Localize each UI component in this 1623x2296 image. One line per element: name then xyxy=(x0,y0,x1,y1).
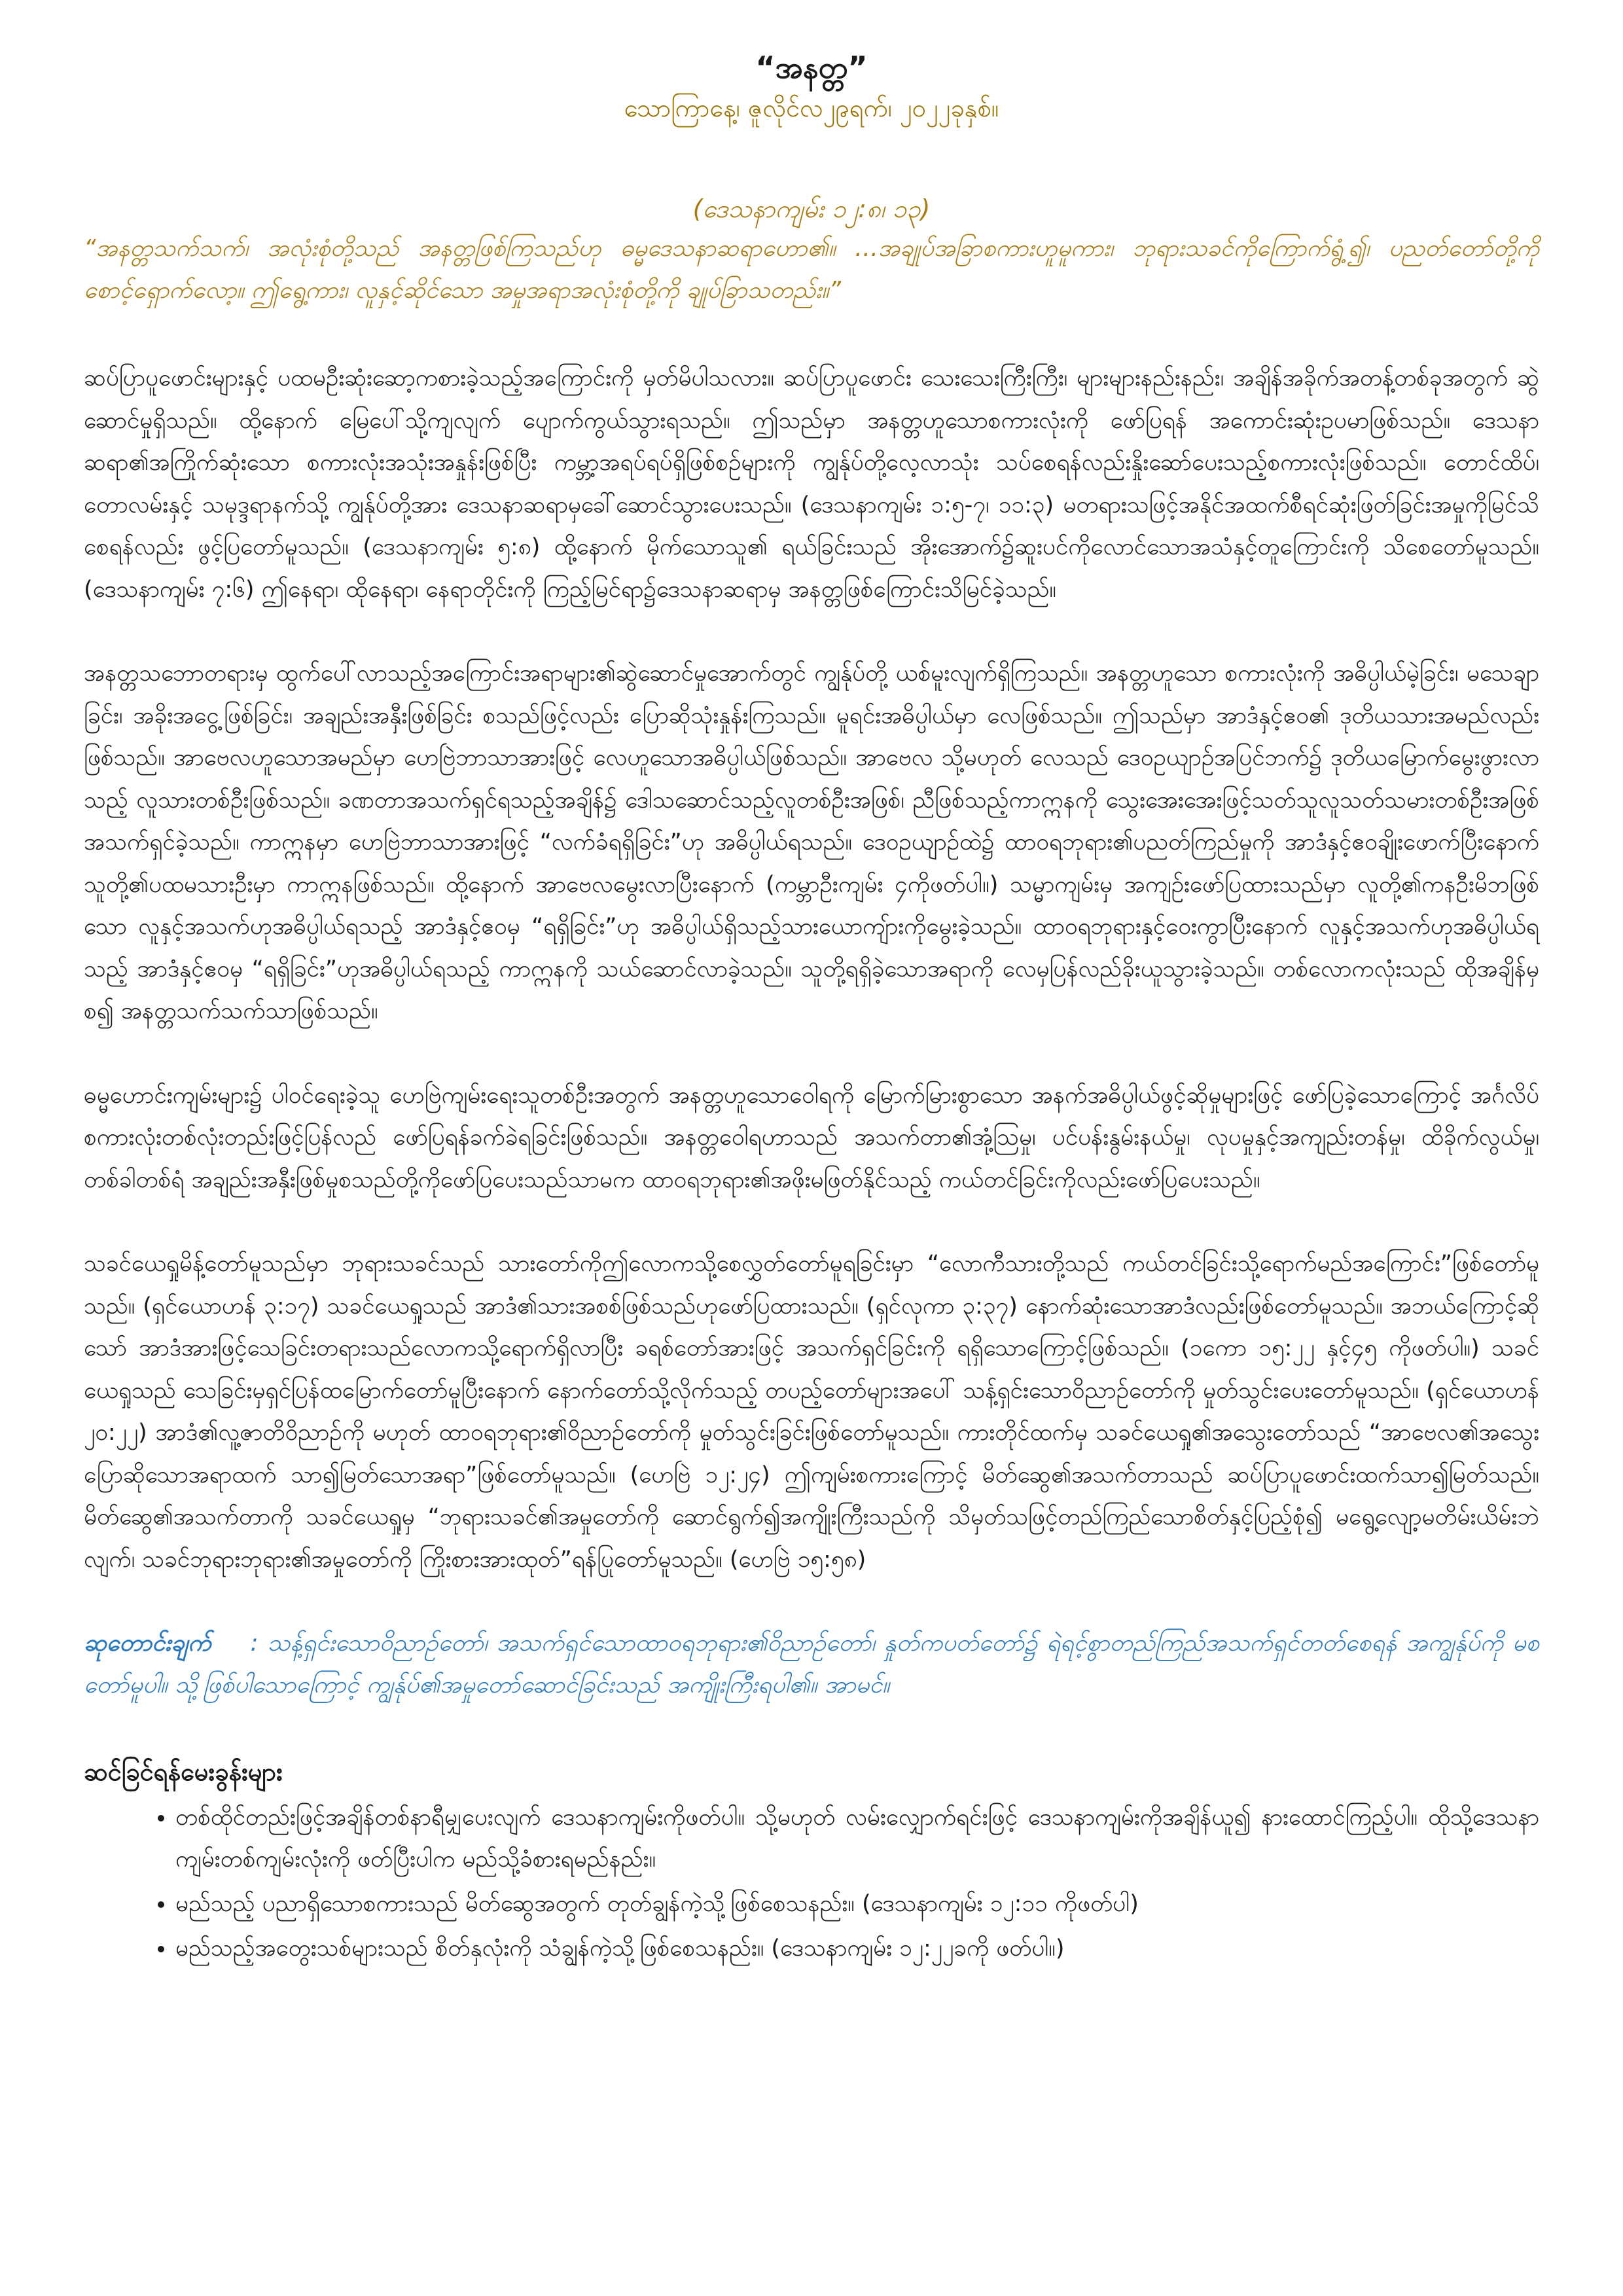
body-paragraph-4: သခင်ယေရှုမိန့်တော်မူသည်မှာ ဘုရားသခင်သည် သားတော်ကိုဤလောကသို့စေလွှတ်တော်မူရခြင်းမှာ “လောကီသားတို့သည် ကယ်တင်ခြင်းသို့ရောက်မည်အကြောင်း”ဖြစ်တော်မူသည်။ (ရှင်ယောဟန် ၃:၁၇) သခင်ယေရှုသည် အာဒံ၏သားအစစ်ဖြစ်သည်ဟုဖော်ပြထားသည်။ (ရှင်လုကာ ၃:၃၇) နောက်ဆုံးသောအာဒံလည်းဖြစ်တော်မူသည်။ အဘယ်ကြောင့်ဆိုသော် အာဒံအားဖြင့်သေခြင်းတရားသည်လောကသို့ရောက်ရှိလာပြီး ခရစ်တော်အားဖြင့် အသက်ရှင်ခြင်းကို ရရှိသောကြောင့်ဖြစ်သည်။ (၁ကော ၁၅:၂၂ နှင့်၄၅ ကိုဖတ်ပါ။) သခင်ယေရှုသည် သေခြင်းမှရှင်ပြန်ထမြောက်တော်မူပြီးနောက် နောက်တော်သို့လိုက်သည့် တပည့်တော်များအပေါ် သန့်ရှင်းသောဝိညာဉ်တော်ကို မှုတ်သွင်းပေးတော်မူသည်။ (ရှင်ယောဟန် ၂၀:၂၂) အာဒံ၏လူ့ဇာတိဝိညာဉ်ကို မဟုတ် ထာဝရဘုရား၏ဝိညာဉ်တော်ကို မှုတ်သွင်းခြင်းဖြစ်တော်မူသည်။ ကားတိုင်ထက်မှ သခင်ယေရှု၏အသွေးတော်သည် “အာဗေလ၏အသွေးပြောဆိုသောအရာထက် သာ၍မြတ်သောအရာ”ဖြစ်တော်မူသည်။ (ဟေဗြဲ ၁၂:၂၄) ဤကျမ်းစကားကြောင့် မိတ်ဆွေ၏အသက်တာသည် ဆပ်ပြာပူဖောင်းထက်သာ၍မြတ်သည်။ မိတ်ဆွေ၏အသက်တာကို သခင်ယေရှုမှ “ဘုရားသခင်၏အမှုတော်ကို ဆောင်ရွက်၍အကျိုးကြီးသည်ကို သိမှတ်သဖြင့်တည်ကြည်သောစိတ်နှင့်ပြည့်စုံ၍ မရွေ့လျော့မတိမ်းယိမ်းဘဲလျက်၊ သခင်ဘုရားဘုရား၏အမှုတော်ကို ကြိုးစားအားထုတ်”ရန်ပြုတော်မူသည်။ (ဟေဗြဲ ၁၅:၅၈) xyxy=(84,1251,1539,1573)
body-paragraph-1: ဆပ်ပြာပူဖောင်းများနှင့် ပထမဦးဆုံးဆော့ကစားခဲ့သည့်အကြောင်းကို မှတ်မိပါသလား။ ဆပ်ပြာပူဖောင်း သေးသေးကြီးကြီး၊ များများနည်းနည်း၊ အချိန်အခိုက်အတန့်တစ်ခုအတွက် ဆွဲဆောင်မှုရှိသည်။ ထို့နောက် မြေပေါ်သို့ကျလျက် ပျောက်ကွယ်သွားရသည်။ ဤသည်မှာ အနတ္တဟူသောစကားလုံးကို ဖော်ပြရန် အကောင်းဆုံးဥပမာဖြစ်သည်။ ဒေသနာဆရာ၏အကြိုက်ဆုံးသော စကားလုံးအသုံးအနှုန်းဖြစ်ပြီး ကမ္ဘာ့အရပ်ရပ်ရှိဖြစ်စဉ်များကို ကျွန်ုပ်တို့လေ့လာသုံး သပ်စေရန်လည်းနှိုးဆော်ပေးသည့်စကားလုံးဖြစ်သည်။ တောင်ထိပ်၊ တောလမ်းနှင့် သမုဒ္ဒရာနက်သို့ ကျွန်ုပ်တို့အား ဒေသနာဆရာမှခေါ်ဆောင်သွားပေးသည်။ (ဒေသနာကျမ်း ၁:၅-၇၊ ၁၁:၃) မတရားသဖြင့်အနိုင်အထက်စီရင်ဆုံးဖြတ်ခြင်းအမှုကိုမြင်သိစေရန်လည်း ဖွင့်ပြတော်မူသည်။ (ဒေသနာကျမ်း ၅:၈) ထို့နောက် မိုက်သောသူ၏ ရယ်ခြင်းသည် အိုးအောက်၌ဆူးပင်ကိုလောင်သောအသံနှင့်တူကြောင်းကို သိစေတော်မူသည်။ (ဒေသနာကျမ်း ၇:၆) ဤနေရာ၊ ထိုနေရာ၊ နေရာတိုင်းကို ကြည့်မြင်ရာ၌ဒေသနာဆရာမှ အနတ္တဖြစ်ကြောင်းသိမြင်ခဲ့သည်။ xyxy=(84,365,1539,603)
body-paragraph-3: ဓမ္မဟောင်းကျမ်းများ၌ ပါဝင်ရေးခဲ့သူ ဟေဗြဲကျမ်းရေးသူတစ်ဦးအတွက် အနတ္တဟူသောဝေါရကို မြောက်မြားစွာသော အနက်အဓိပ္ပါယ်ဖွင့်ဆိုမှုများဖြင့် ဖော်ပြခဲ့သောကြောင့် အင်္ဂလိပ်စကားလုံးတစ်လုံးတည်းဖြင့်ပြန်လည် ဖော်ပြရန်ခက်ခဲရခြင်းဖြစ်သည်။ အနတ္တဝေါရဟာသည် အသက်တာ၏အုံ့ဩမှု၊ ပင်ပန်းနွမ်းနယ်မှု၊ လုပမှုနှင့်အကျည်းတန်မှု၊ ထိခိုက်လွယ်မှု၊ တစ်ခါတစ်ရံ အချည်းအနှီးဖြစ်မှုစသည်တို့ကိုဖော်ပြပေးသည်သာမက ထာဝရဘုရား၏အဖိုးမဖြတ်နိုင်သည့် ကယ်တင်ခြင်းကိုလည်းဖော်ပြပေးသည်။ xyxy=(84,1082,1539,1193)
scripture-reference: (ဒေသနာကျမ်း ၁၂:၈၊ ၁၃) xyxy=(692,194,931,223)
prayer-text: : သန့်ရှင်းသောဝိညာဉ်တော်၊ အသက်ရှင်သောထာဝရဘုရား၏ဝိညာဉ်တော်၊ နှုတ်ကပတ်တော်၌ ရဲရင့်စွာတည်ကြည်အသက်ရှင်တတ်စေရန် အကျွန်ုပ်ကို မစတော်မူပါ။ သို့ဖြစ်ပါသောကြောင့် ကျွန်ုပ်၏အမှုတော်ဆောင်ခြင်းသည် အကျိုးကြီးရပါ၏။ အာမင်။ xyxy=(84,1630,1539,1698)
questions-list xyxy=(84,1797,1539,1969)
prayer-block xyxy=(84,1623,1539,1706)
scripture-quote: “အနတ္တသက်သက်၊ အလုံးစုံတို့သည် အနတ္တဖြစ်ကြသည်ဟု ဓမ္မဒေသနာဆရာဟော၏။ …အချုပ်အခြာစကားဟူမူကား၊ ဘုရားသခင်ကိုကြောက်ရွံ့၍၊ ပညတ်တော်တို့ကိုစောင့်ရှောက်လော့။ ဤရွေ့ကား၊ လူနှင့်ဆိုင်သော အမှုအရာအလုံးစုံတို့ကို ချုပ်ခြာသတည်း။” xyxy=(84,235,1539,304)
question-item-1: • တစ်ထိုင်တည်းဖြင့်အချိန်တစ်နာရီမျှပေးလျက် ဒေသနာကျမ်းကိုဖတ်ပါ။ သို့မဟုတ် လမ်းလျှောက်ရင်းဖြင့် ဒေသနာကျမ်းကိုအချိန်ယူ၍ နားထောင်ကြည့်ပါ။ ထိုသို့ဒေသနာကျမ်းတစ်ကျမ်းလုံးကို ဖတ်ပြီးပါက မည်သို့ခံစားရမည်နည်း။ xyxy=(175,1797,1539,1880)
document-title: “အနတ္တ” xyxy=(755,50,868,85)
question-item-2: • မည်သည့် ပညာရှိသောစကားသည် မိတ်ဆွေအတွက် တုတ်ချွန်ကဲ့သို့ဖြစ်စေသနည်း။ (ဒေသနာကျမ်း ၁၂:၁၁ ကိုဖတ်ပါ) xyxy=(175,1883,1539,1925)
prayer-label: ဆုတောင်းချက် xyxy=(84,1630,211,1657)
question-item-3: • မည်သည့်အတွေးသစ်များသည် စိတ်နှလုံးကို သံချွန်ကဲ့သို့ဖြစ်စေသနည်း။ (ဒေသနာကျမ်း ၁၂:၂၂ခကို ဖတ်ပါ။) xyxy=(175,1928,1539,1969)
questions-heading: ဆင်ခြင်ရန်မေးခွန်းများ xyxy=(84,1757,283,1786)
body-paragraph-2: အနတ္တသဘောတရားမှ ထွက်ပေါ်လာသည့်အကြောင်းအရာများ၏ဆွဲဆောင်မှုအောက်တွင် ကျွန်ုပ်တို့ ယစ်မူးလျက်ရှိကြသည်။ အနတ္တဟူသော စကားလုံးကို အဓိပ္ပါယ်မဲ့ခြင်း၊ မသေချာခြင်း၊ အခိုးအငွေ့ဖြစ်ခြင်း၊ အချည်းအနှီးဖြစ်ခြင်း စသည်ဖြင့်လည်း ပြောဆိုသုံးနှုန်းကြသည်။ မူရင်းအဓိပ္ပါယ်မှာ လေဖြစ်သည်။ ဤသည်မှာ အာဒံနှင့်ဧဝ၏ ဒုတိယသားအမည်လည်းဖြစ်သည်။ အာဗေလဟူသောအမည်မှာ ဟေဗြဲဘာသာအားဖြင့် လေဟူသောအဓိပ္ပါယ်ဖြစ်သည်။ အာဗေလ သို့မဟုတ် လေသည် ဒေဝဥယျာဉ်အပြင်ဘက်၌ ဒုတိယမြောက်မွေးဖွားလာသည့် လူသားတစ်ဦးဖြစ်သည်။ ခဏတာအသက်ရှင်ရသည့်အချိန်၌ ဒေါသဆောင်သည့်လူတစ်ဦးအဖြစ်၊ ညီဖြစ်သည့်ကာဣနကို သွေးအေးအေးဖြင့်သတ်သူလူသတ်သမားတစ်ဦးအဖြစ် အသက်ရှင်ခဲ့သည်။ ကာဣနမှာ ဟေဗြဲဘာသာအားဖြင့် “လက်ခံရရှိခြင်း”ဟု အဓိပ္ပါယ်ရသည်။ ဒေဝဥယျာဉ်ထဲ၌ ထာဝရဘုရား၏ပညတ်ကြည်မှုကို အာဒံနှင့်ဧဝချိုးဖောက်ပြီးနောက် သူတို့၏ပထမသားဦးမှာ ကာဣနဖြစ်သည်။ ထို့နောက် အာဗေလမွေးလာပြီးနောက် (ကမ္ဘာဦးကျမ်း ၄ကိုဖတ်ပါ။) သမ္မာကျမ်းမှ အကျဉ်းဖော်ပြထားသည်မှာ လူတို့၏ကနဦးမိဘဖြစ်သော လူနှင့်အသက်ဟုအဓိပ္ပါယ်ရသည့် အာဒံနှင့်ဧဝမှ “ရရှိခြင်း”ဟု အဓိပ္ပါယ်ရှိသည့်သားယောကျ်ားကိုမွေးခဲ့သည်။ ထာဝရဘုရားနှင့်ဝေးကွာပြီးနောက် လူနှင့်အသက်ဟုအဓိပ္ပါယ်ရသည့် အာဒံနှင့်ဧဝမှ “ရရှိခြင်း”ဟုအဓိပ္ပါယ်ရသည့် ကာဣနကို သယ်ဆောင်လာခဲ့သည်။ သူတို့ရရှိခဲ့သောအရာကို လေမှပြန်လည်ခိုးယူသွားခဲ့သည်။ တစ်လောကလုံးသည် ထိုအချိန်မှစ၍ အနတ္တသက်သက်သာဖြစ်သည်။ xyxy=(84,660,1539,1024)
document-date: သောကြာနေ့၊ ဇူလိုင်လ၂၉ရက်၊ ၂၀၂၂ခုနှစ်။ xyxy=(624,94,999,122)
